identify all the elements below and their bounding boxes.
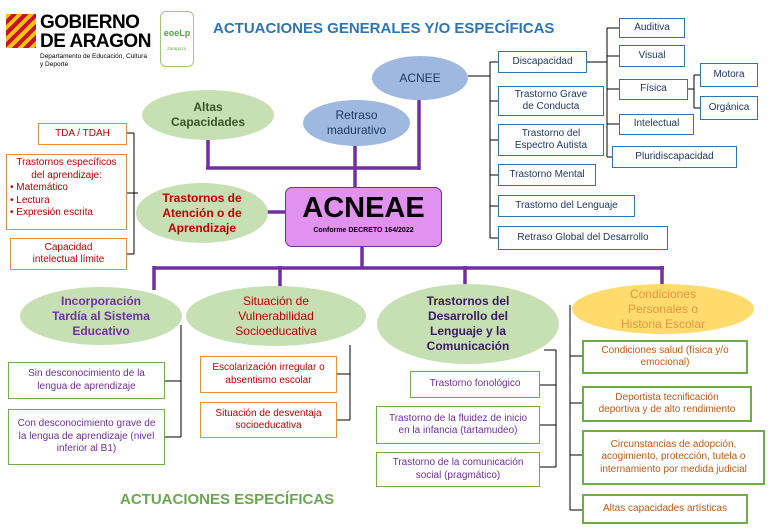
eoep-badge-sub: Zaragoza [166,46,186,51]
leng-item-fluidez: Trastorno de la fluidez de inicio en la infancia (tartamudeo) [376,406,540,444]
disc-visual: Visual [619,45,685,67]
acnee-item-conducta: Trastorno Grave de Conducta [498,86,604,116]
acnee-item-retraso-global: Retraso Global del Desarrollo [498,226,668,250]
incorp-item-sin: Sin desconocimiento de la lengua de aprendizaje [8,362,165,399]
acnee-item-tea: Trastorno del Espectro Autista [498,124,604,156]
condiciones-node: Condiciones Personales o Historia Escolar [572,284,754,334]
tda-bullet-3-text: Expresión escrita [16,207,93,218]
logo-dept-line2: y Deporte [40,61,69,68]
vuln-item-desventaja: Situación de desventaja socioeducativa [200,402,337,438]
tda-bullet-2-text: Lectura [16,194,50,206]
tda-bullet-1-text: Matemático [16,182,68,193]
cond-item-adopcion: Circunstancias de adopción, acogimiento, protección, tutela o internamiento por medida judicial [582,430,765,485]
lenguaje-node: Trastornos del Desarrollo del Lenguaje y la Comunicación [377,284,559,364]
logo-line2: DE ARAGON [40,31,151,52]
tda-item-limite: Capacidad intelectual límite [10,238,127,270]
incorp-item-con: Con desconocimiento grave de la lengua de aprendizaje (nivel inferior al B1) [8,409,165,465]
aragon-logo [6,12,156,72]
tda-item-tdah: TDA / TDAH [38,123,127,145]
cond-item-salud: Condiciones salud (física y/o emocional) [582,340,748,374]
eoep-badge [160,11,194,67]
vuln-item-absentismo: Escolarización irregular o absentismo escolar [200,356,337,393]
tda-node: Trastornos de Atención o de Aprendizaje [136,183,268,243]
tda-bullet-2: • Lectura [10,194,50,206]
disc-intelectual: Intelectual [619,114,694,135]
disc-fisica: Física [619,79,688,100]
aragon-flag-icon [6,14,36,48]
acnee-item-discapacidad: Discapacidad [498,51,587,73]
tda-specific-box [6,154,127,230]
tda-bullet-3: • Expresión escrita [10,207,93,218]
retraso-node: Retraso madurativo [303,100,410,146]
vulnerabilidad-node: Situación de Vulnerabilidad Socioeducativa [186,286,366,346]
cond-item-deportista: Deportista tecnificación deportiva y de alto rendimiento [582,386,752,422]
title-bottom: ACTUACIONES ESPECÍFICAS [120,491,335,508]
leng-item-fonologico: Trastorno fonológico [410,371,540,398]
title-top: ACTUACIONES GENERALES Y/O ESPECÍFICAS [213,20,555,37]
eoep-badge-text: eoeLp [163,28,191,38]
cond-item-artisticas: Altas capacidades artísticas [582,494,748,524]
logo-dept-line1: Departamento de Educación, Cultura [40,53,147,60]
altas-node: Altas Capacidades [142,90,274,140]
acneae-subtitle: Conforme DECRETO 164/2022 [313,226,414,234]
acneae-title: ACNEAE [302,192,425,224]
acnee-node: ACNEE [372,56,468,100]
disc-pluri: Pluridiscapacidad [612,146,737,168]
acneae-center [285,187,442,247]
disc-auditiva: Auditiva [619,18,685,38]
logo-line1: GOBIERNO [40,12,140,33]
fisica-motora: Motora [700,63,758,87]
acnee-item-mental: Trastorno Mental [498,164,596,186]
incorporacion-node: Incorporación Tardía al Sistema Educativo [20,287,182,345]
leng-item-pragmatico: Trastorno de la comunicación social (pragmático) [376,452,540,487]
fisica-organica: Orgánica [700,96,758,120]
tda-bullet-1: • Matemático [10,182,68,193]
tda-specific-title: Trastornos específicos del aprendizaje: [16,157,117,181]
acnee-item-lenguaje: Trastorno del Lenguaje [498,195,635,217]
